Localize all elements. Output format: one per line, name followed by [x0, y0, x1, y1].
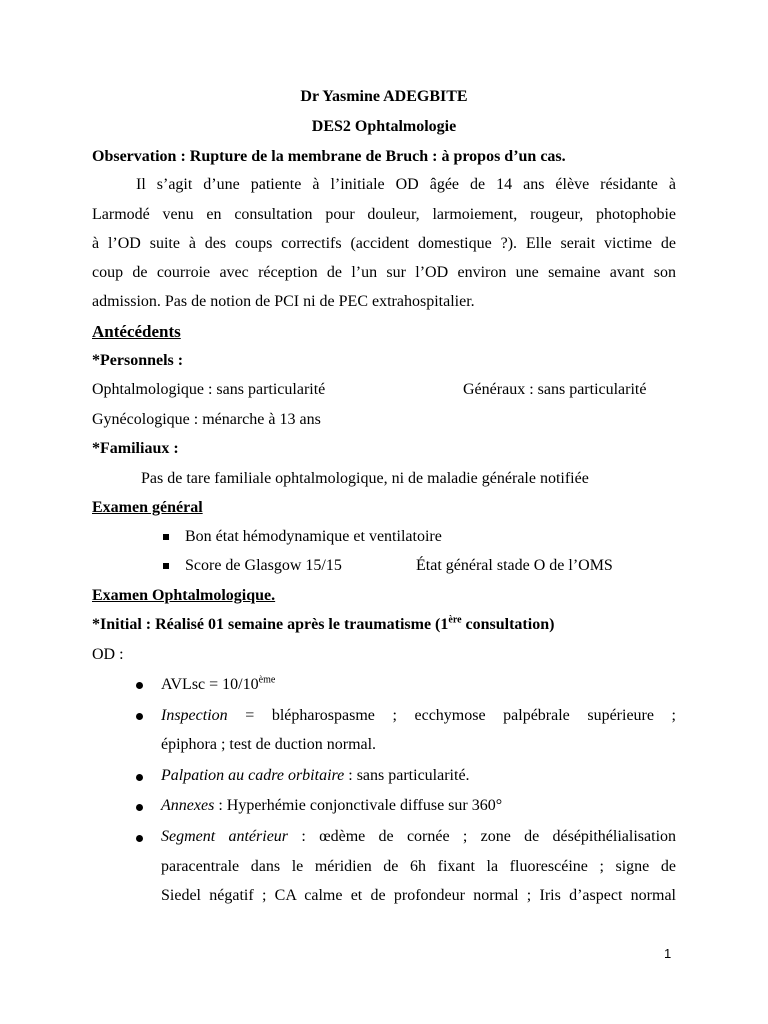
familiaux-text: Pas de tare familiale ophtalmologique, ni de maladie générale notifiée [141, 470, 589, 487]
intro-line: à l’OD suite à des coups correctifs (accident domestique ?). Elle serait victime de [92, 235, 676, 252]
annexes-line: Annexes : Hyperhémie conjonctivale diffuse sur 360° [161, 797, 503, 814]
author-name: Dr Yasmine ADEGBITE [300, 88, 468, 105]
observation-title: Observation : Rupture de la membrane de Bruch : à propos d’un cas. [92, 148, 566, 165]
glasgow-score: Score de Glasgow 15/15 [185, 557, 342, 574]
intro-line: admission. Pas de notion de PCI ni de PEC extrahospitalier. [92, 293, 475, 310]
familiaux-heading: *Familiaux : [92, 440, 179, 457]
page-number: 1 [664, 946, 672, 961]
examen-general-heading: Examen général [92, 499, 203, 516]
program-title: DES2 Ophtalmologie [311, 118, 457, 135]
bullet-dot-icon [136, 682, 143, 689]
od-label: OD : [92, 646, 124, 663]
segment-line: Siedel négatif ; CA calme et de profondeur normal ; Iris d’aspect normal [161, 887, 676, 904]
examen-general-item: Bon état hémodynamique et ventilatoire [185, 528, 442, 545]
segment-line: paracentrale dans le méridien de 6h fixant la fluorescéine ; signe de [161, 858, 676, 875]
avlsc-value: AVLsc = 10/10ème [161, 674, 276, 693]
gyneco-history: Gynécologique : ménarche à 13 ans [92, 411, 321, 428]
antecedents-heading: Antécédents [92, 322, 181, 341]
segment-line: Segment antérieur : œdème de cornée ; zone de désépithélialisation [161, 828, 677, 845]
general-history: Généraux : sans particularité [463, 381, 647, 398]
square-bullet-icon [163, 563, 169, 569]
bullet-dot-icon [136, 835, 143, 842]
bullet-dot-icon [136, 804, 143, 811]
intro-line: Larmodé venu en consultation pour douleur, larmoiement, rougeur, photophobie [92, 206, 676, 223]
bullet-dot-icon [136, 713, 143, 720]
intro-line: coup de courroie avec réception de l’un sur l’OD environ une semaine avant son [92, 264, 676, 281]
oms-stage: État général stade O de l’OMS [416, 557, 613, 574]
inspection-line: épiphora ; test de duction normal. [161, 736, 377, 753]
initial-exam-title: *Initial : Réalisé 01 semaine après le traumatisme (1ère consultation) [92, 614, 555, 633]
inspection-line: Inspection = blépharospasme ; ecchymose palpébrale supérieure ; [161, 707, 676, 724]
examen-ophtalmo-heading: Examen Ophtalmologique. [92, 587, 276, 604]
square-bullet-icon [163, 534, 169, 540]
bullet-dot-icon [136, 774, 143, 781]
ophtalmo-history: Ophtalmologique : sans particularité [92, 381, 326, 398]
palpation-line: Palpation au cadre orbitaire : sans particularité. [161, 767, 470, 784]
intro-line: Il s’agit d’une patiente à l’initiale OD âgée de 14 ans élève résidante à [136, 176, 676, 193]
personnels-heading: *Personnels : [92, 352, 184, 369]
